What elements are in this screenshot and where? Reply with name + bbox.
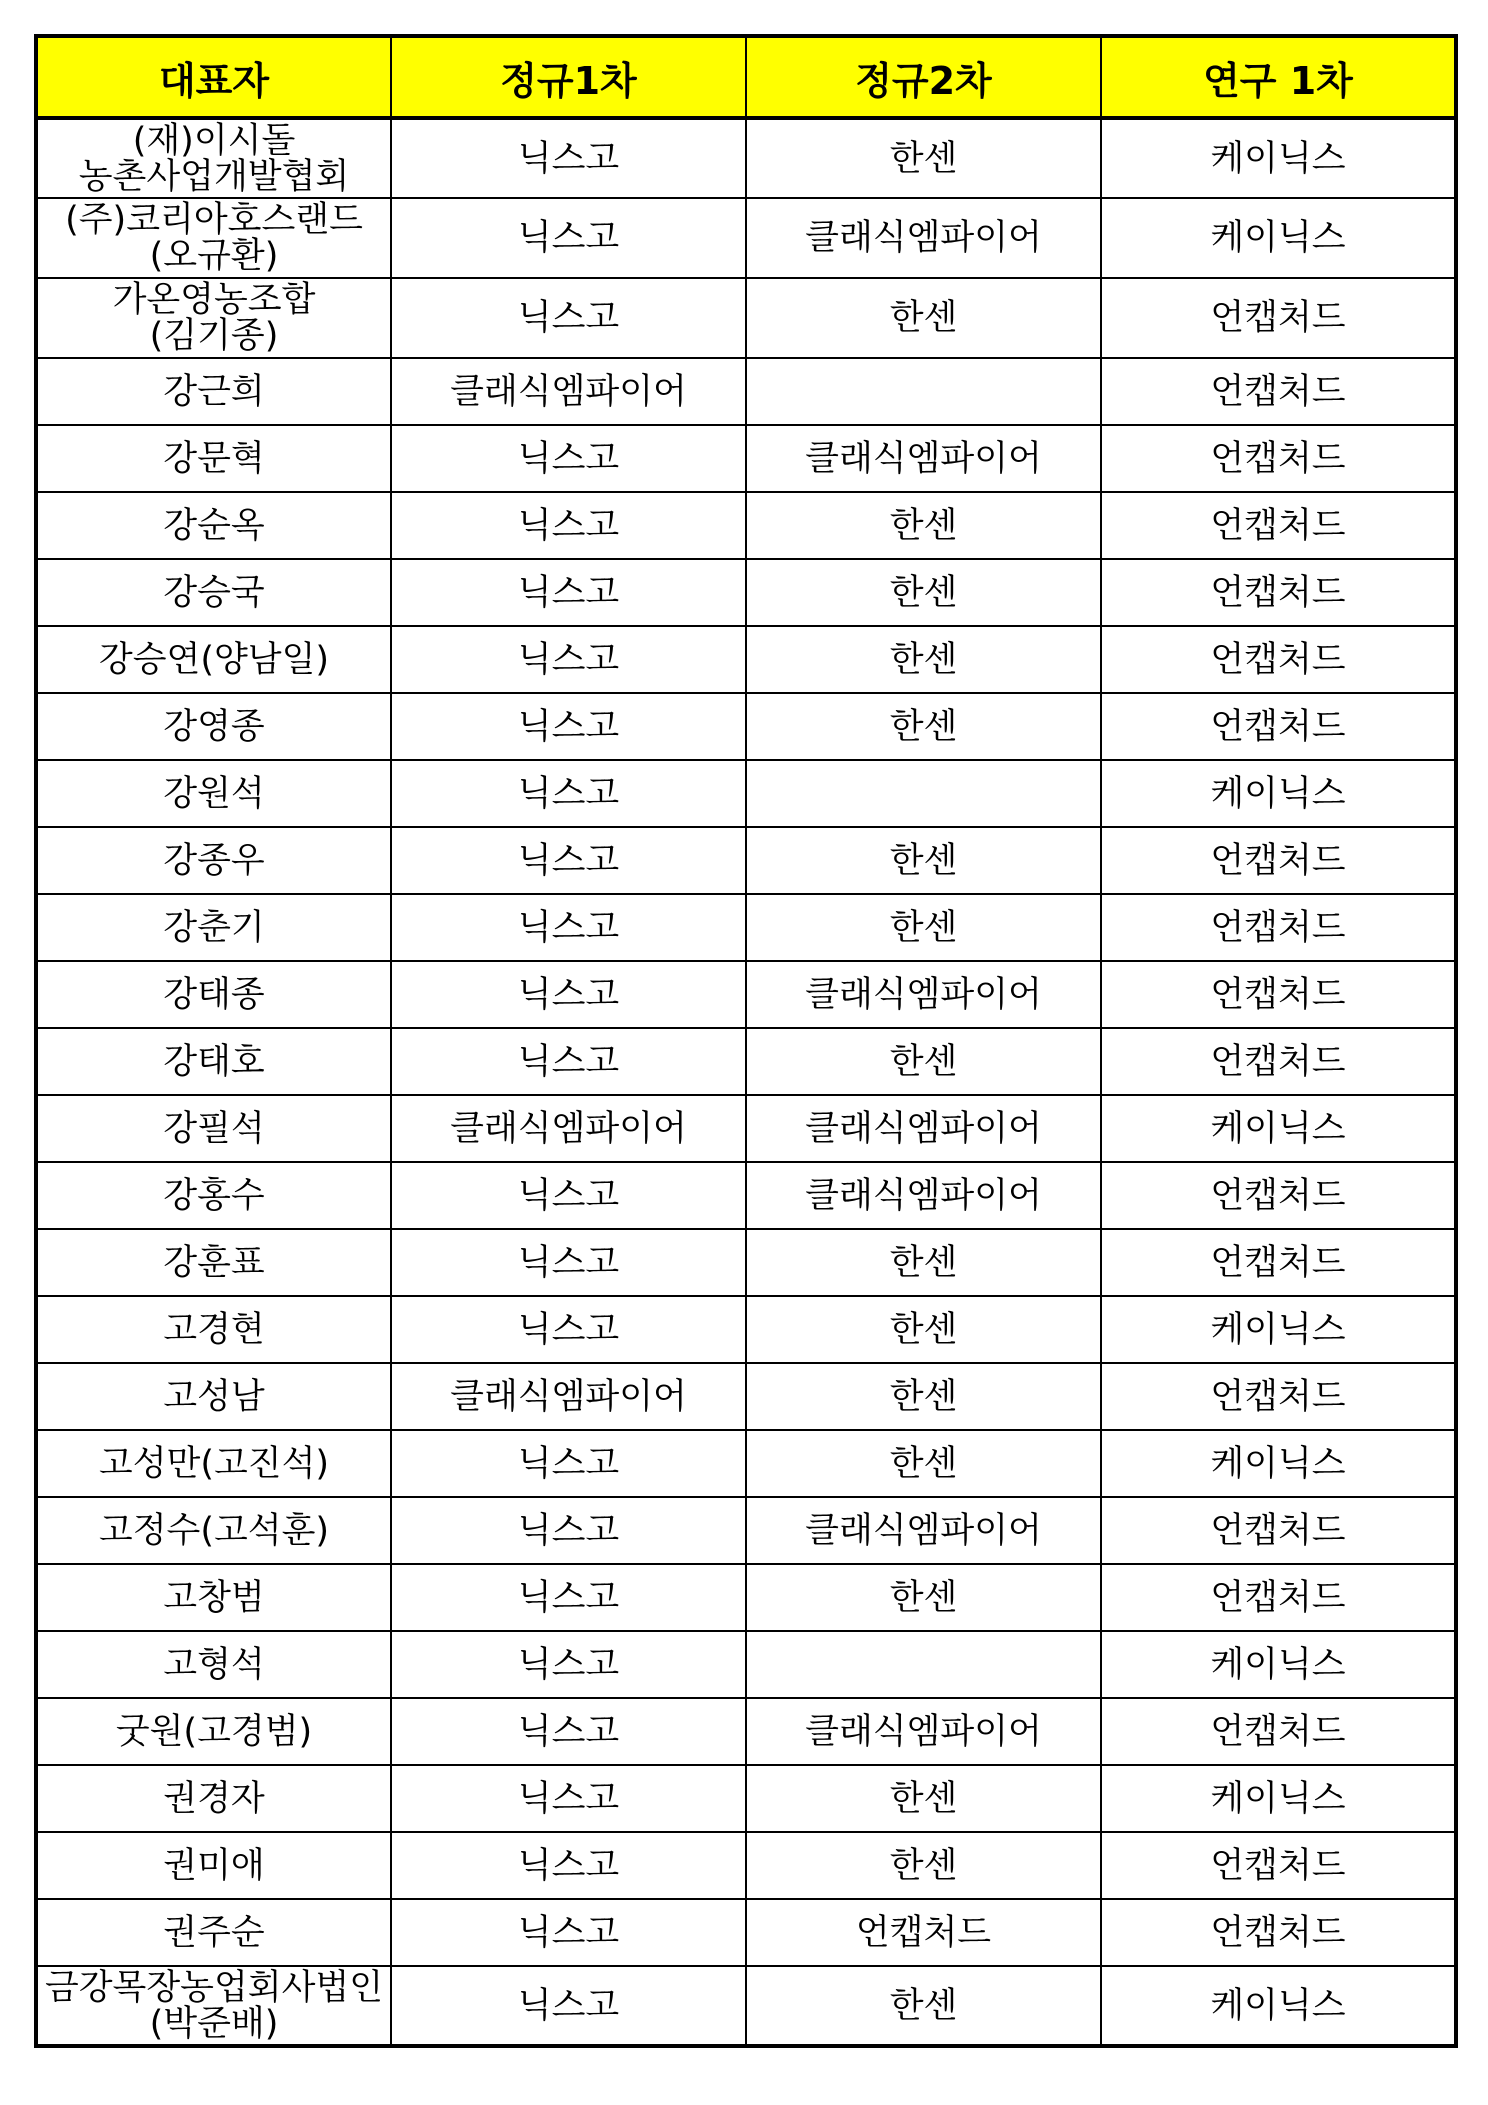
representative-name-line: 권미애 xyxy=(163,1845,265,1886)
regular-1-cell: 닉스고 xyxy=(391,760,746,827)
representative-name-line: 가온영농조합 xyxy=(112,280,316,320)
table-row xyxy=(36,1966,1456,2046)
regular-1-cell: 닉스고 xyxy=(391,1229,746,1296)
table-row xyxy=(36,118,1456,198)
representative-cell xyxy=(36,425,391,492)
regular-1-cell: 닉스고 xyxy=(391,1966,746,2046)
representative-cell xyxy=(36,1095,391,1162)
table-row xyxy=(36,1095,1456,1162)
regular-2-cell: 한센 xyxy=(746,1564,1101,1631)
research-1-cell: 케이닉스 xyxy=(1101,198,1456,278)
representative-cell xyxy=(36,1966,391,2046)
research-1-cell: 언캡처드 xyxy=(1101,358,1456,425)
representative-name-line: 강태호 xyxy=(163,1041,265,1082)
table-row xyxy=(36,1497,1456,1564)
table-row xyxy=(36,1765,1456,1832)
regular-2-cell: 한센 xyxy=(746,827,1101,894)
representative-name-line: 강근희 xyxy=(163,371,265,412)
header-row xyxy=(36,36,1456,118)
table-row xyxy=(36,894,1456,961)
regular-2-cell: 한센 xyxy=(746,1028,1101,1095)
table-row xyxy=(36,1363,1456,1430)
regular-1-cell: 닉스고 xyxy=(391,1832,746,1899)
representative-cell xyxy=(36,1631,391,1698)
representative-cell xyxy=(36,492,391,559)
representative-name-line: 강승국 xyxy=(163,572,265,613)
regular-1-cell: 닉스고 xyxy=(391,1698,746,1765)
regular-1-cell: 클래식엠파이어 xyxy=(391,1363,746,1430)
regular-2-cell: 한센 xyxy=(746,1832,1101,1899)
representative-cell xyxy=(36,278,391,358)
representative-cell xyxy=(36,1296,391,1363)
regular-1-cell: 닉스고 xyxy=(391,1296,746,1363)
regular-2-cell: 한센 xyxy=(746,278,1101,358)
research-1-cell: 언캡처드 xyxy=(1101,278,1456,358)
representative-cell xyxy=(36,1229,391,1296)
representative-cell xyxy=(36,559,391,626)
regular-1-cell: 닉스고 xyxy=(391,1765,746,1832)
representative-name-line: (오규환) xyxy=(149,236,279,276)
research-1-cell: 케이닉스 xyxy=(1101,1095,1456,1162)
regular-1-cell: 닉스고 xyxy=(391,559,746,626)
regular-2-cell: 클래식엠파이어 xyxy=(746,425,1101,492)
table-row xyxy=(36,1899,1456,1966)
table-row xyxy=(36,693,1456,760)
table-row xyxy=(36,425,1456,492)
regular-2-cell: 클래식엠파이어 xyxy=(746,961,1101,1028)
table-row xyxy=(36,492,1456,559)
research-1-cell: 언캡처드 xyxy=(1101,827,1456,894)
regular-2-cell xyxy=(746,760,1101,827)
regular-2-cell: 한센 xyxy=(746,894,1101,961)
representative-cell xyxy=(36,1028,391,1095)
research-1-cell: 언캡처드 xyxy=(1101,1028,1456,1095)
representative-cell xyxy=(36,1698,391,1765)
regular-1-cell: 닉스고 xyxy=(391,1631,746,1698)
regular-1-cell: 닉스고 xyxy=(391,827,746,894)
research-1-cell: 언캡처드 xyxy=(1101,894,1456,961)
representative-cell xyxy=(36,1765,391,1832)
regular-1-cell: 닉스고 xyxy=(391,1028,746,1095)
representative-name-line: 강종우 xyxy=(163,840,265,881)
representative-name-line: 강훈표 xyxy=(163,1242,265,1283)
representative-name-line: 권주순 xyxy=(163,1912,265,1953)
regular-2-cell: 클래식엠파이어 xyxy=(746,1497,1101,1564)
regular-1-cell: 닉스고 xyxy=(391,626,746,693)
regular-1-cell: 닉스고 xyxy=(391,961,746,1028)
regular-2-cell: 한센 xyxy=(746,1296,1101,1363)
table-row xyxy=(36,760,1456,827)
representative-cell xyxy=(36,894,391,961)
representative-cell xyxy=(36,1832,391,1899)
research-1-cell: 언캡처드 xyxy=(1101,693,1456,760)
representative-cell xyxy=(36,961,391,1028)
regular-1-cell: 닉스고 xyxy=(391,1497,746,1564)
header-research-1: 연구 1차 xyxy=(1101,36,1456,118)
research-1-cell: 케이닉스 xyxy=(1101,118,1456,198)
header-regular-1: 정규1차 xyxy=(391,36,746,118)
table-row xyxy=(36,827,1456,894)
regular-1-cell: 닉스고 xyxy=(391,894,746,961)
representative-name-line: 금강목장농업회사법인 xyxy=(44,1967,384,2008)
regular-2-cell: 한센 xyxy=(746,1966,1101,2046)
representative-cell xyxy=(36,1162,391,1229)
representative-cell xyxy=(36,1430,391,1497)
research-1-cell: 케이닉스 xyxy=(1101,1966,1456,2046)
regular-2-cell: 언캡처드 xyxy=(746,1899,1101,1966)
header-representative: 대표자 xyxy=(36,36,391,118)
representative-name-line: 고형석 xyxy=(163,1644,265,1685)
table-row xyxy=(36,559,1456,626)
representative-name-line: (재)이시돌 xyxy=(132,120,296,161)
representative-cell xyxy=(36,1899,391,1966)
table-row xyxy=(36,1430,1456,1497)
representative-cell xyxy=(36,1497,391,1564)
representative-name-line: 권경자 xyxy=(163,1778,265,1819)
research-1-cell: 언캡처드 xyxy=(1101,1229,1456,1296)
regular-1-cell: 닉스고 xyxy=(391,492,746,559)
research-1-cell: 케이닉스 xyxy=(1101,1430,1456,1497)
research-1-cell: 언캡처드 xyxy=(1101,1899,1456,1966)
representative-name-line: (박준배) xyxy=(149,2003,279,2044)
representative-cell xyxy=(36,626,391,693)
representative-name-line: (주)코리아호스랜드 xyxy=(65,200,363,240)
registry-sheet xyxy=(34,34,1454,2048)
research-1-cell: 언캡처드 xyxy=(1101,1564,1456,1631)
regular-1-cell: 닉스고 xyxy=(391,1162,746,1229)
table-row xyxy=(36,1162,1456,1229)
regular-2-cell: 한센 xyxy=(746,492,1101,559)
representative-cell xyxy=(36,760,391,827)
regular-2-cell: 한센 xyxy=(746,1229,1101,1296)
regular-2-cell: 한센 xyxy=(746,559,1101,626)
table-row xyxy=(36,1631,1456,1698)
representative-cell xyxy=(36,1363,391,1430)
regular-2-cell: 클래식엠파이어 xyxy=(746,1095,1101,1162)
regular-1-cell: 닉스고 xyxy=(391,693,746,760)
header-regular-2: 정규2차 xyxy=(746,36,1101,118)
regular-2-cell: 한센 xyxy=(746,1765,1101,1832)
table-row xyxy=(36,1296,1456,1363)
regular-2-cell: 한센 xyxy=(746,626,1101,693)
regular-1-cell: 닉스고 xyxy=(391,118,746,198)
research-1-cell: 언캡처드 xyxy=(1101,1698,1456,1765)
representative-cell xyxy=(36,118,391,198)
research-1-cell: 언캡처드 xyxy=(1101,1162,1456,1229)
representative-name-line: 강순옥 xyxy=(163,505,265,546)
representative-name-line: 강원석 xyxy=(163,773,265,814)
table-row xyxy=(36,1229,1456,1296)
regular-2-cell: 한센 xyxy=(746,693,1101,760)
research-1-cell: 언캡처드 xyxy=(1101,425,1456,492)
representative-name-line: 강홍수 xyxy=(163,1175,265,1216)
regular-1-cell: 닉스고 xyxy=(391,1430,746,1497)
representative-name-line: 강필석 xyxy=(163,1108,265,1149)
representative-name-line: 굿원(고경범) xyxy=(115,1711,313,1752)
regular-1-cell: 클래식엠파이어 xyxy=(391,1095,746,1162)
regular-1-cell: 클래식엠파이어 xyxy=(391,358,746,425)
table-row xyxy=(36,961,1456,1028)
representative-name-line: 고경현 xyxy=(163,1309,265,1350)
table-row xyxy=(36,1698,1456,1765)
research-1-cell: 케이닉스 xyxy=(1101,1631,1456,1698)
research-1-cell: 케이닉스 xyxy=(1101,1765,1456,1832)
representative-name-line: 강승연(양남일) xyxy=(98,639,330,680)
representative-cell xyxy=(36,1564,391,1631)
representative-cell xyxy=(36,198,391,278)
regular-1-cell: 닉스고 xyxy=(391,1899,746,1966)
research-1-cell: 언캡처드 xyxy=(1101,492,1456,559)
research-1-cell: 케이닉스 xyxy=(1101,1296,1456,1363)
regular-1-cell: 닉스고 xyxy=(391,425,746,492)
representative-cell xyxy=(36,827,391,894)
regular-2-cell: 클래식엠파이어 xyxy=(746,198,1101,278)
research-1-cell: 언캡처드 xyxy=(1101,559,1456,626)
regular-2-cell xyxy=(746,358,1101,425)
representative-name-line: 고창범 xyxy=(163,1577,265,1618)
research-1-cell: 언캡처드 xyxy=(1101,1363,1456,1430)
representative-name-line: (김기종) xyxy=(149,316,279,356)
representative-name-line: 농촌사업개발협회 xyxy=(78,156,350,197)
representative-name-line: 강영종 xyxy=(163,706,265,747)
regular-2-cell: 한센 xyxy=(746,118,1101,198)
regular-1-cell: 닉스고 xyxy=(391,278,746,358)
table-row xyxy=(36,198,1456,278)
representative-name-line: 고정수(고석훈) xyxy=(98,1510,330,1551)
table-row xyxy=(36,1832,1456,1899)
representative-cell xyxy=(36,693,391,760)
regular-2-cell: 클래식엠파이어 xyxy=(746,1698,1101,1765)
regular-2-cell: 클래식엠파이어 xyxy=(746,1162,1101,1229)
table-row xyxy=(36,278,1456,358)
research-1-cell: 언캡처드 xyxy=(1101,1832,1456,1899)
regular-1-cell: 닉스고 xyxy=(391,198,746,278)
regular-2-cell: 한센 xyxy=(746,1363,1101,1430)
table-row xyxy=(36,1028,1456,1095)
representative-name-line: 강태종 xyxy=(163,974,265,1015)
table-row xyxy=(36,626,1456,693)
research-1-cell: 언캡처드 xyxy=(1101,1497,1456,1564)
representative-name-line: 강문혁 xyxy=(163,438,265,479)
table-row xyxy=(36,1564,1456,1631)
regular-2-cell xyxy=(746,1631,1101,1698)
table-row xyxy=(36,358,1456,425)
research-1-cell: 언캡처드 xyxy=(1101,626,1456,693)
research-1-cell: 언캡처드 xyxy=(1101,961,1456,1028)
regular-2-cell: 한센 xyxy=(746,1430,1101,1497)
registration-table xyxy=(34,34,1458,2048)
representative-name-line: 강춘기 xyxy=(163,907,265,948)
representative-cell xyxy=(36,358,391,425)
representative-name-line: 고성남 xyxy=(163,1376,265,1417)
representative-name-line: 고성만(고진석) xyxy=(98,1443,330,1484)
research-1-cell: 케이닉스 xyxy=(1101,760,1456,827)
regular-1-cell: 닉스고 xyxy=(391,1564,746,1631)
